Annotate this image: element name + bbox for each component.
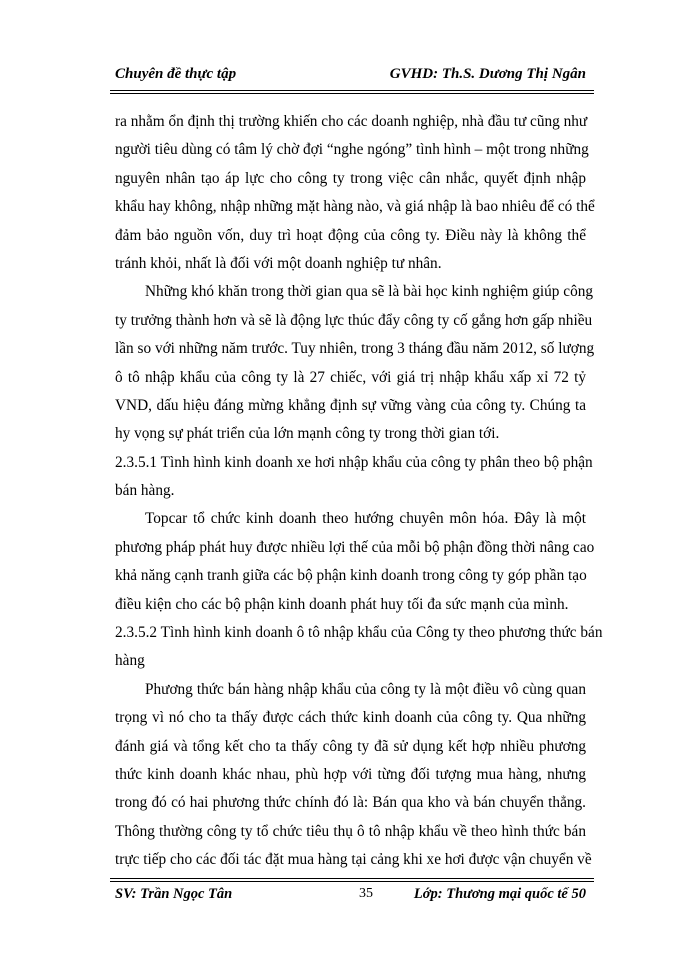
text-line: hàng [115, 652, 145, 670]
text-line: lần so với những năm trước. Tuy nhiên, trong 3 tháng đầu năm 2012, số lượng [115, 340, 595, 358]
text-line: phương pháp phát huy được nhiều lợi thế của mỗi bộ phận đồng thời nâng cao [115, 538, 595, 556]
text-line: khẩu hay không, nhập những mặt hàng nào, và giá nhập là bao nhiêu để có thể [115, 198, 595, 216]
text-line: trong đó có hai phương thức chính đó là: Bán qua kho và bán chuyển thẳng. [115, 794, 586, 812]
footer-student: SV: Trần Ngọc Tân [115, 886, 233, 902]
text-line: Topcar tổ chức kinh doanh theo hướng chuyên môn hóa. Đây là một [145, 510, 586, 528]
text-line: đảm bảo nguồn vốn, duy trì hoạt động của công ty. Điều này là không thể [115, 226, 586, 244]
page-number: 35 [359, 886, 373, 901]
text-line: hy vọng sự phát triển của lớn mạnh công ty trong thời gian tới. [115, 425, 500, 443]
text-line: VND, dấu hiệu đáng mừng khẳng định sự vững vàng của công ty. Chúng ta [115, 396, 586, 414]
text-line: tránh khỏi, nhất là đối với một doanh nghiệp tư nhân. [115, 254, 442, 272]
text-line: Thông thường công ty tổ chức tiêu thụ ô tô nhập khẩu về theo hình thức bán [115, 822, 586, 840]
text-line: đánh giá và tổng kết cho ta thấy công ty đã sử dụng kết hợp nhiều phương [115, 737, 586, 755]
header-title: Chuyên đề thực tập [115, 66, 237, 82]
document-body [115, 108, 603, 875]
text-line: Những khó khăn trong thời gian qua sẽ là bài học kinh nghiệm giúp công [145, 283, 594, 301]
header-supervisor: GVHD: Th.S. Dương Thị Ngân [389, 66, 586, 82]
header-divider-double [110, 93, 594, 94]
page-footer [115, 886, 586, 908]
text-line: ra nhằm ổn định thị trường khiến cho các doanh nghiệp, nhà đầu tư cũng như [115, 113, 588, 130]
header-divider [110, 90, 594, 91]
footer-class: Lớp: Thương mại quốc tế 50 [413, 886, 586, 902]
text-line: 2.3.5.2 Tình hình kinh doanh ô tô nhập khẩu của Công ty theo phương thức bán [115, 624, 603, 642]
footer-divider [110, 878, 594, 879]
text-line: Phương thức bán hàng nhập khẩu của công ty là một điều vô cùng quan [145, 680, 586, 698]
text-line: thức kinh doanh khác nhau, phù hợp với từng đối tượng mua hàng, nhưng [115, 765, 586, 783]
text-line: điều kiện cho các bộ phận kinh doanh phát huy tối đa sức mạnh của mình. [115, 595, 569, 613]
text-line: ô tô nhập khẩu của công ty là 27 chiếc, với giá trị nhập khẩu xấp xỉ 72 tỷ [115, 368, 586, 386]
text-line: nguyên nhân tạo áp lực cho công ty trong việc cân nhắc, quyết định nhập [115, 169, 586, 187]
text-line: trực tiếp cho các đối tác đặt mua hàng tại cảng khi xe hơi được vận chuyển về [115, 851, 592, 869]
text-line: ty trưởng thành hơn và sẽ là động lực thúc đẩy công ty cố gắng hơn gấp nhiều [115, 311, 593, 329]
text-line: bán hàng. [115, 482, 175, 500]
text-line: trọng vì nó cho ta thấy được cách thức kinh doanh của công ty. Qua những [115, 709, 586, 727]
text-line: khả năng cạnh tranh giữa các bộ phận kinh doanh trong công ty góp phần tạo [115, 567, 587, 585]
text-line: 2.3.5.1 Tình hình kinh doanh xe hơi nhập khẩu của công ty phân theo bộ phận [115, 453, 593, 471]
text-line: người tiêu dùng có tâm lý chờ đợi “nghe ngóng” tình hình – một trong những [115, 141, 589, 159]
footer-divider-double [110, 881, 594, 882]
page-header [115, 66, 586, 88]
